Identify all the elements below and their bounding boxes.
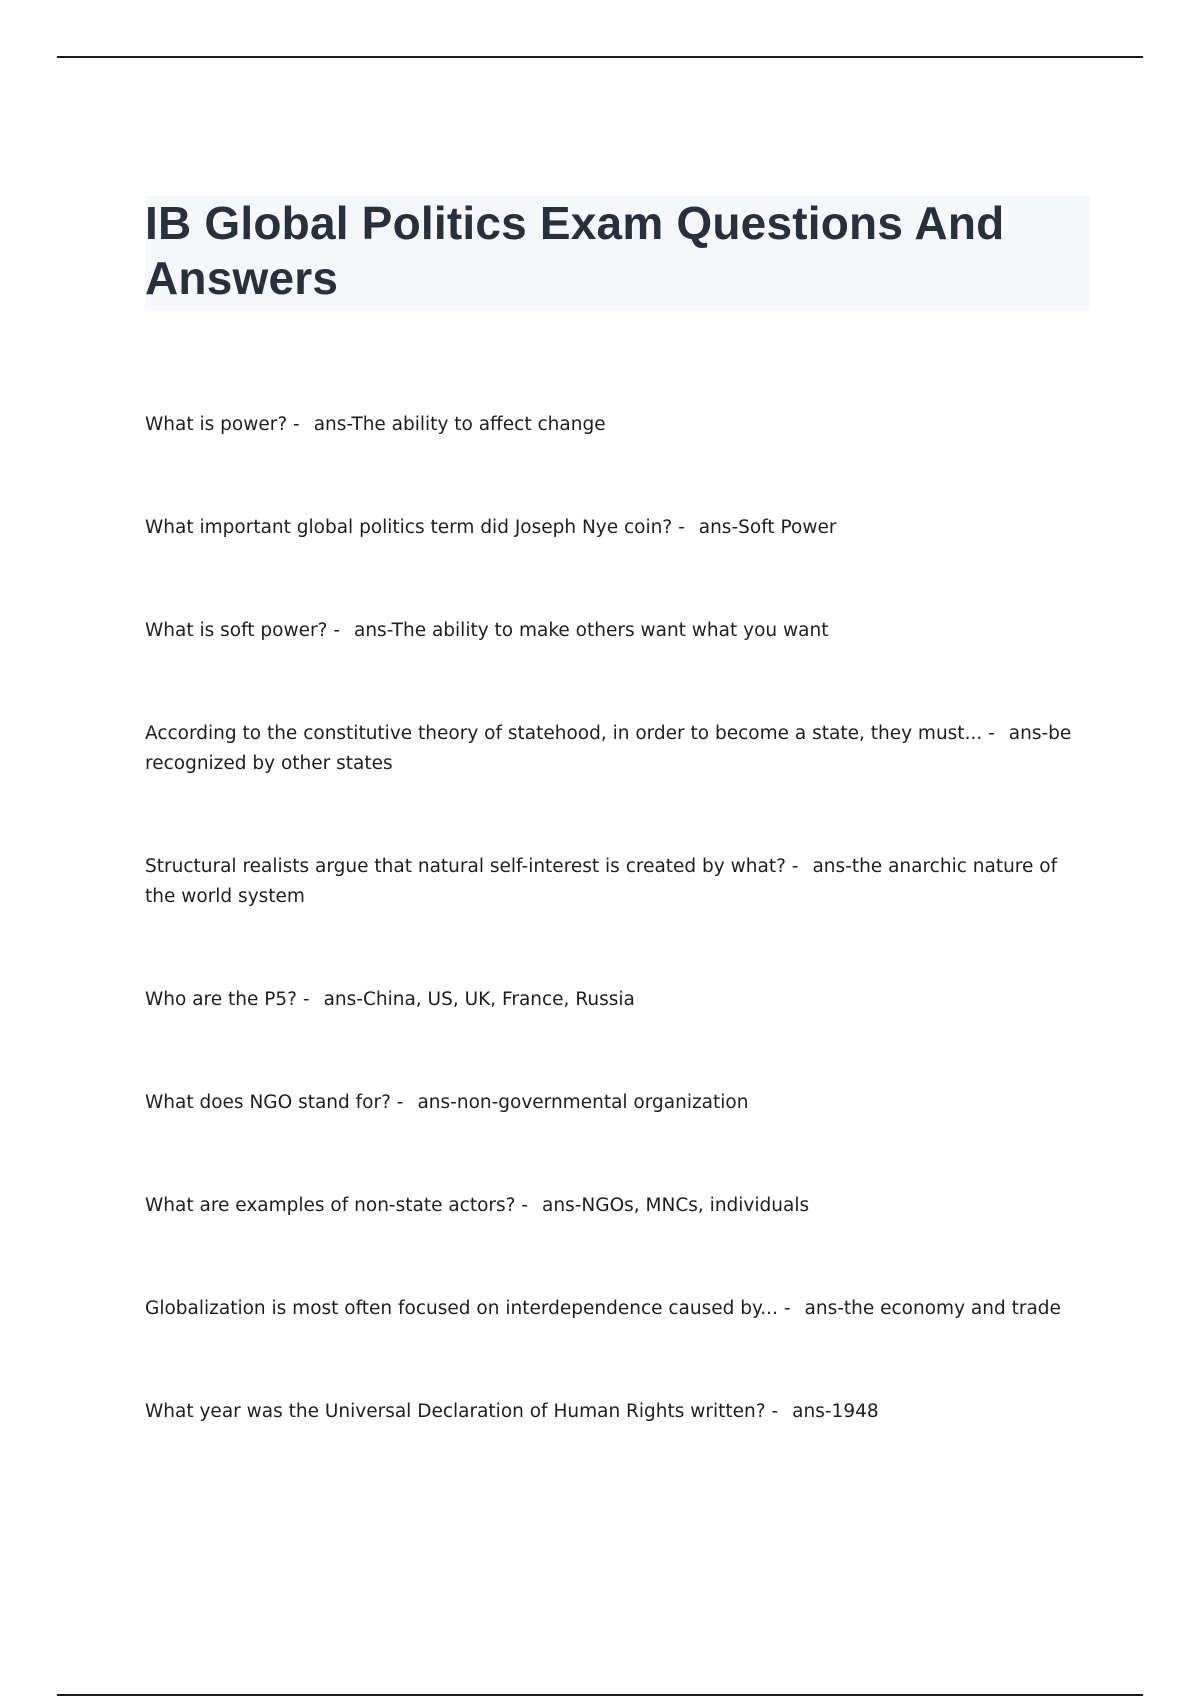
qa-item <box>145 852 1090 912</box>
qa-answer: ans-non-governmental organization <box>417 1092 749 1113</box>
qa-separator: - <box>390 1092 404 1113</box>
document-title: IB Global Politics Exam Questions And Answers <box>145 197 1005 304</box>
qa-separator: - <box>515 1195 529 1216</box>
qa-question: What is soft power? <box>145 620 328 641</box>
qa-separator: - <box>672 517 685 538</box>
qa-item <box>145 616 1090 646</box>
qa-answer: ans-China, US, UK, France, Russia <box>323 989 635 1010</box>
qa-item <box>145 1088 1090 1118</box>
qa-answer: ans-1948 <box>792 1401 879 1422</box>
qa-separator: - <box>327 620 340 641</box>
qa-question: What are examples of non-state actors? <box>145 1195 516 1216</box>
qa-item <box>145 1191 1090 1221</box>
qa-answer: ans-be recognized by other states <box>145 723 1072 774</box>
qa-answer: ans-the economy and trade <box>804 1298 1061 1319</box>
qa-question: What important global politics term did Joseph Nye coin? <box>145 517 673 538</box>
qa-question: According to the constitutive theory of statehood, in order to become a state, they must... <box>145 723 983 744</box>
qa-answer: ans-the anarchic nature of the world system <box>145 856 1058 907</box>
qa-separator: - <box>765 1401 779 1422</box>
title-block <box>145 196 1090 310</box>
qa-answer: ans-The ability to make others want what you want <box>354 620 829 641</box>
qa-separator: - <box>287 414 300 435</box>
qa-separator: - <box>777 1298 791 1319</box>
qa-item <box>145 513 1090 543</box>
qa-question: Structural realists argue that natural self-interest is created by what? <box>145 856 786 877</box>
qa-question: What does NGO stand for? <box>145 1092 391 1113</box>
qa-answer: ans-NGOs, MNCs, individuals <box>542 1195 810 1216</box>
qa-answer: ans-The ability to affect change <box>313 414 606 435</box>
qa-item <box>145 1397 1090 1427</box>
qa-question: Who are the P5? <box>145 989 298 1010</box>
qa-answer: ans-Soft Power <box>698 517 837 538</box>
qa-item <box>145 410 1090 440</box>
top-rule <box>57 56 1143 58</box>
qa-question: What is power? <box>145 414 288 435</box>
qa-separator: - <box>982 723 995 744</box>
bottom-rule <box>57 1694 1143 1696</box>
qa-question: Globalization is most often focused on interdependence caused by... <box>145 1298 778 1319</box>
qa-item <box>145 985 1090 1015</box>
qa-item <box>145 719 1090 779</box>
qa-separator: - <box>785 856 799 877</box>
qa-item <box>145 1294 1090 1324</box>
qa-separator: - <box>297 989 310 1010</box>
qa-question: What year was the Universal Declaration of Human Rights written? <box>145 1401 766 1422</box>
